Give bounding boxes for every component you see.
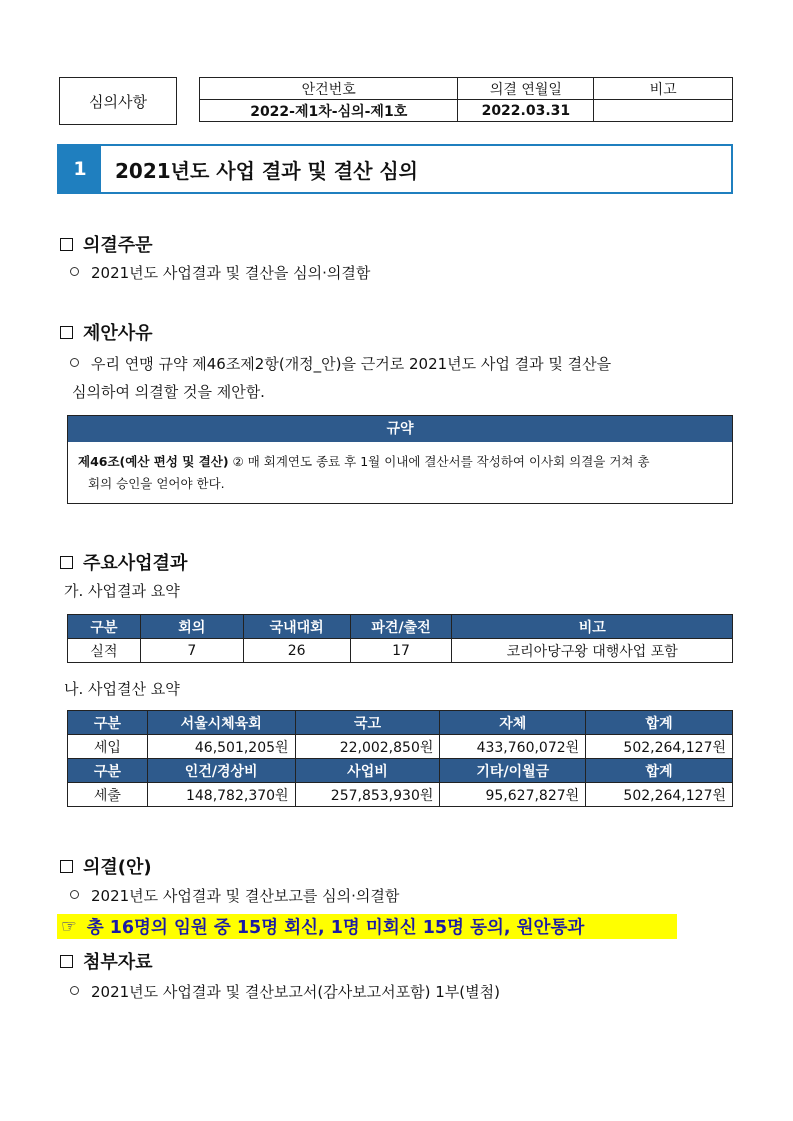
bullet-text: 2021년도 사업결과 및 결산을 심의·의결함 (91, 264, 371, 282)
resolution-date-value: 2022.03.31 (458, 100, 594, 122)
subheading-results-summary: 가. 사업결과 요약 (64, 582, 180, 600)
section-proposal-reason (60, 319, 153, 345)
resolution-date-header: 의결 연월일 (458, 78, 594, 100)
section-resolution-order (60, 231, 153, 257)
bullet-text: 우리 연맹 규약 제46조제2항(개정_안)을 근거로 2021년도 사업 결과 및 결산을 (91, 355, 612, 373)
remarks-header: 비고 (594, 78, 733, 100)
circle-bullet-icon (70, 986, 79, 995)
table-cell: 433,760,072원 (440, 735, 586, 759)
table-header-cell: 국고 (295, 711, 440, 735)
remarks-value (594, 100, 733, 122)
table-cell: 세출 (68, 783, 148, 807)
vote-result-highlight (57, 914, 677, 939)
agenda-number-header: 안건번호 (200, 78, 458, 100)
bylaw-header: 규약 (68, 416, 732, 442)
bylaw-article: 제46조(예산 편성 및 결산) (78, 454, 229, 469)
checkbox-icon (60, 860, 73, 873)
bylaw-body (68, 442, 732, 503)
table-cell: 17 (350, 639, 452, 663)
section-resolution-draft (60, 853, 152, 879)
agenda-info-table (199, 77, 733, 122)
table-header-cell: 구분 (68, 711, 148, 735)
agenda-number-value: 2022-제1차-심의-제1호 (200, 100, 458, 122)
table-header-cell: 합계 (586, 711, 733, 735)
results-summary-table (67, 614, 733, 663)
section-heading: 주요사업결과 (83, 553, 188, 574)
review-type-box: 심의사항 (59, 77, 177, 125)
section-heading: 첨부자료 (83, 952, 153, 973)
proposal-reason-text (70, 350, 740, 406)
section-main-results (60, 549, 187, 575)
checkbox-icon (60, 955, 73, 968)
bylaw-box (67, 415, 733, 504)
circle-bullet-icon (70, 358, 79, 367)
subheading-settlement-summary: 나. 사업결산 요약 (64, 680, 180, 698)
table-header-cell: 기타/이월금 (440, 759, 586, 783)
table-header-cell: 합계 (586, 759, 733, 783)
table-cell: 코리아당구왕 대행사업 포함 (452, 639, 733, 663)
table-cell: 46,501,205원 (147, 735, 295, 759)
table-header-cell: 서울시체육회 (147, 711, 295, 735)
checkbox-icon (60, 326, 73, 339)
bylaw-text-continued: 회의 승인을 얻어야 한다. (88, 476, 225, 491)
table-cell: 7 (140, 639, 243, 663)
table-header-cell: 자체 (440, 711, 586, 735)
table-header-cell: 구분 (68, 759, 148, 783)
table-header-cell: 비고 (452, 615, 733, 639)
table-cell: 95,627,827원 (440, 783, 586, 807)
resolution-order-line (70, 261, 370, 285)
checkbox-icon (60, 238, 73, 251)
bullet-text: 2021년도 사업결과 및 결산보고서(감사보고서포함) 1부(별첨) (91, 983, 500, 1001)
table-header-cell: 인건/경상비 (147, 759, 295, 783)
section-heading: 의결주문 (83, 235, 153, 256)
bullet-text: 2021년도 사업결과 및 결산보고를 심의·의결함 (91, 887, 400, 905)
table-header-cell: 국내대회 (243, 615, 350, 639)
section-attachments (60, 948, 153, 974)
table-cell: 세입 (68, 735, 148, 759)
resolution-draft-line (70, 884, 399, 908)
attachments-line (70, 980, 500, 1004)
table-cell: 257,853,930원 (295, 783, 440, 807)
agenda-index: 1 (59, 146, 101, 192)
agenda-title: 2021년도 사업 결과 및 결산 심의 (115, 158, 418, 183)
bylaw-text: ② 매 회계연도 종료 후 1월 이내에 결산서를 작성하여 이사회 의결을 거쳐 총 (228, 454, 650, 469)
table-cell: 502,264,127원 (586, 783, 733, 807)
table-cell: 502,264,127원 (586, 735, 733, 759)
table-cell: 148,782,370원 (147, 783, 295, 807)
table-header-cell: 회의 (140, 615, 243, 639)
table-cell: 26 (243, 639, 350, 663)
checkbox-icon (60, 556, 73, 569)
section-heading: 제안사유 (83, 323, 153, 344)
pointing-hand-icon: ☞ (61, 916, 77, 937)
table-cell: 실적 (68, 639, 141, 663)
bullet-text-continued: 심의하여 의결할 것을 제안함. (72, 383, 265, 401)
table-header-cell: 사업비 (295, 759, 440, 783)
circle-bullet-icon (70, 890, 79, 899)
table-header-cell: 구분 (68, 615, 141, 639)
table-header-cell: 파견/출전 (350, 615, 452, 639)
agenda-title-bar (57, 144, 733, 194)
section-heading: 의결(안) (83, 857, 152, 878)
table-cell: 22,002,850원 (295, 735, 440, 759)
settlement-summary-table (67, 710, 733, 807)
circle-bullet-icon (70, 267, 79, 276)
vote-result-text: 총 16명의 임원 중 15명 회신, 1명 미회신 15명 동의, 원안통과 (86, 918, 585, 938)
